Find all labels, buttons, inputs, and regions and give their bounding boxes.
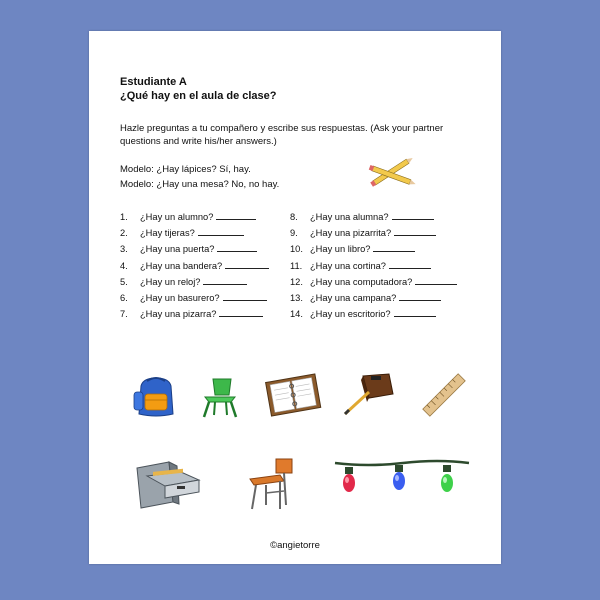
file-cabinet-icon	[133, 458, 203, 510]
page-title: ¿Qué hay en el aula de clase?	[120, 90, 277, 102]
student-label: Estudiante A	[120, 76, 187, 88]
binder-icon	[264, 370, 322, 418]
question-item: 2. ¿Hay tijeras?	[120, 225, 269, 241]
worksheet-page	[89, 31, 501, 564]
answer-blank[interactable]	[225, 259, 269, 269]
instructions-text: Hazle preguntas a tu compañero y escribe sus respuestas. (Ask your partner questions and write his/her answers.)	[120, 123, 444, 147]
lights-icon	[333, 457, 471, 503]
student-desk-icon	[244, 455, 296, 513]
answer-blank[interactable]	[373, 242, 415, 252]
model-example-1: Modelo: ¿Hay lápices? Sí, hay.	[120, 164, 251, 175]
answer-blank[interactable]	[392, 210, 434, 220]
pencils-icon	[365, 152, 419, 192]
chair-icon	[199, 377, 241, 419]
answer-blank[interactable]	[203, 275, 247, 285]
question-item: 1. ¿Hay un alumno?	[120, 209, 269, 225]
answer-blank[interactable]	[198, 226, 244, 236]
answer-blank[interactable]	[415, 275, 457, 285]
answer-blank[interactable]	[223, 291, 267, 301]
pencil-sharpener-icon	[341, 370, 399, 418]
model-examples	[120, 162, 279, 192]
question-item: 10. ¿Hay un libro?	[290, 241, 457, 257]
question-item: 13. ¿Hay una campana?	[290, 290, 457, 306]
model-example-2: Modelo: ¿Hay una mesa? No, no hay.	[120, 179, 280, 190]
answer-blank[interactable]	[399, 291, 441, 301]
answer-blank[interactable]	[389, 259, 431, 269]
question-item: 5. ¿Hay un reloj?	[120, 274, 269, 290]
ruler-icon	[421, 371, 467, 419]
answer-blank[interactable]	[394, 307, 436, 317]
answer-blank[interactable]	[219, 307, 263, 317]
question-item: 12. ¿Hay una computadora?	[290, 274, 457, 290]
question-item: 14. ¿Hay un escritorio?	[290, 306, 457, 322]
answer-blank[interactable]	[217, 242, 257, 252]
question-item: 11. ¿Hay una cortina?	[290, 258, 457, 274]
answer-blank[interactable]	[216, 210, 256, 220]
question-item: 3. ¿Hay una puerta?	[120, 241, 269, 257]
question-item: 6. ¿Hay un basurero?	[120, 290, 269, 306]
questions-right-column	[290, 209, 457, 322]
copyright-footer: ©angietorre	[270, 540, 320, 551]
questions-left-column	[120, 209, 269, 322]
question-item: 4. ¿Hay una bandera?	[120, 258, 269, 274]
question-item: 9. ¿Hay una pizarrita?	[290, 225, 457, 241]
worksheet-title	[120, 75, 277, 103]
question-item: 8. ¿Hay una alumna?	[290, 209, 457, 225]
question-item: 7. ¿Hay una pizarra?	[120, 306, 269, 322]
backpack-icon	[131, 376, 181, 418]
answer-blank[interactable]	[394, 226, 436, 236]
